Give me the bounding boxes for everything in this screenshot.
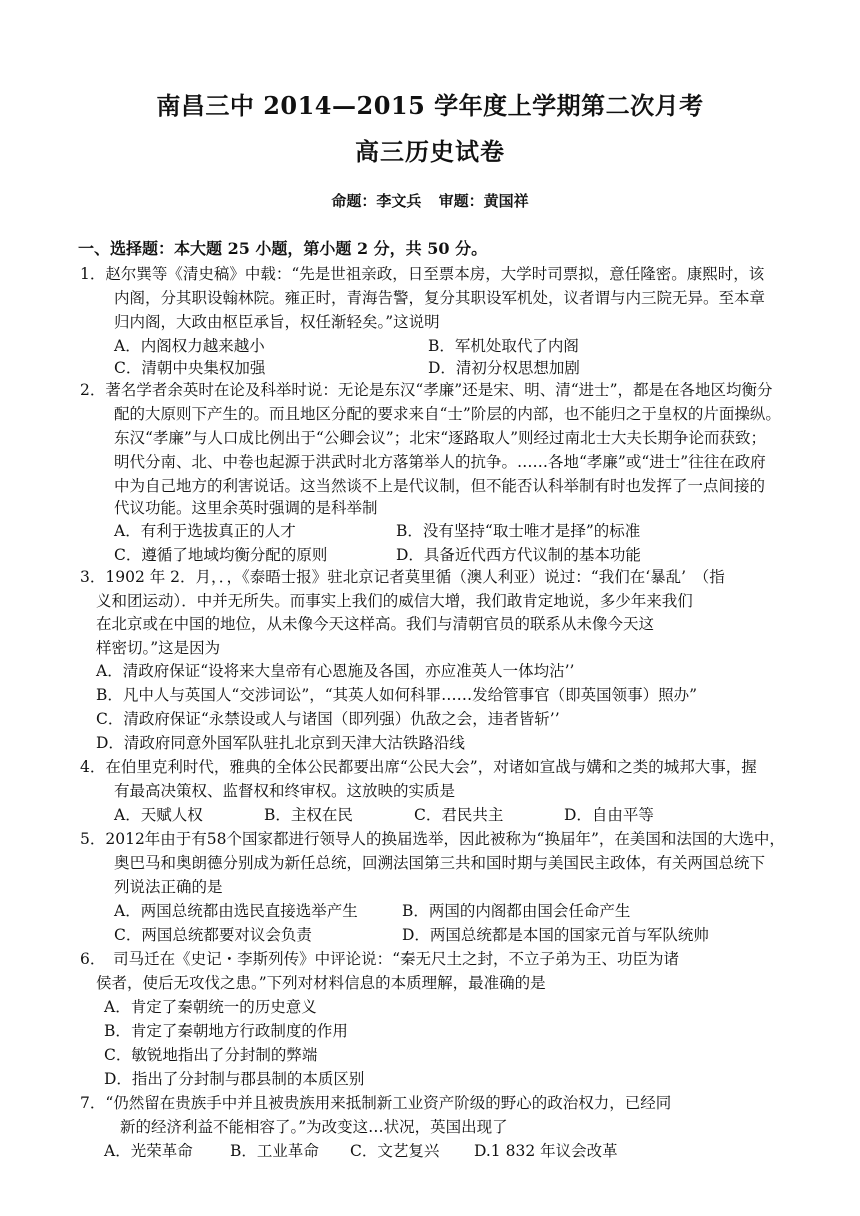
question-6-option-a: A．肯定了秦朝统一的历史意义 [104,998,317,1016]
question-4-option-b: B．主权在民 [264,806,353,824]
question-5-option-b: B．两国的内阁都由国会任命产生 [402,902,631,920]
question-7-line-1: 7．“仍然留在贵族手中并且被贵族用来抵制新工业资产阶级的野心的政治权力，已经同 [80,1094,672,1112]
question-6-line-1: 6． 司马迁在《史记・李斯列传》中评论说：“秦无尺土之封，不立子弟为王、功臣为诸 [80,950,680,968]
byline [0,190,860,211]
exam-title: 南昌三中 2014—2015 学年度上学期第二次月考 [156,91,704,120]
question-3-option-b: B．凡中人与英国人“交涉词讼”，“其英人如何科罪……发给管事官（即英国领事）照办” [96,686,698,704]
question-1-line-3: 归内阁，大政由枢臣承旨，权任渐轻矣。”这说明 [114,313,440,331]
question-1-line-2: 内阁，分其职设翰林院。雍正时，青海告警，复分其职设军机处，议者谓与内三院无异。至本章 [114,289,766,307]
question-3-line-1: 3．1902 年 2．月，．，《泰晤士报》驻北京记者莫里循（澳人利亚）说过：“我们在‘暴乱’ （指 [80,568,725,586]
question-4-option-d: D．自由平等 [564,806,654,824]
question-5-line-3: 列说法正确的是 [114,878,223,896]
question-6-option-b: B．肯定了秦朝地方行政制度的作用 [104,1022,348,1040]
question-6-option-c: C．敏锐地指出了分封制的弊端 [104,1046,318,1064]
reviewer-label: 审题：黄国祥 [438,192,529,210]
question-2-option-c: C．遵循了地域均衡分配的原则 [114,546,328,564]
question-2-option-a: A．有利于选拔真正的人才 [114,522,296,540]
question-5-option-d: D．两国总统都是本国的国家元首与军队统帅 [402,926,709,944]
question-3-option-d: D．清政府同意外国军队驻扎北京到天津大沽铁路沿线 [96,734,465,752]
question-7-option-a: A．光荣革命 [104,1142,193,1160]
question-1-option-c: C．清朝中央集权加强 [114,359,266,377]
question-2-line-1: 2．著名学者余英时在论及科举时说：无论是东汉“孝廉”还是宋、明、清“进士”，都是在各地区均衡分 [80,381,773,399]
setter-label: 命题：李文兵 [331,192,422,210]
question-7-option-c: C．文艺复兴 [350,1142,440,1160]
question-4-option-a: A．天赋人权 [114,806,203,824]
question-5-line-1: 5．2012年由于有58个国家都进行领导人的换届选举，因此被称为“换届年”，在美国和法国的大选中， [80,830,785,848]
question-2-line-2: 配的大原则下产生的。而且地区分配的要求来自“士”阶层的内部，也不能归之于皇权的片面操纵。 [114,405,781,423]
question-5-option-c: C．两国总统都要对议会负责 [114,926,312,944]
question-4-option-c: C．君民共主 [414,806,504,824]
question-3-line-2: 义和团运动）．中并无所失。而事实上我们的威信大增，我们敢肯定地说，多少年来我们 [96,592,693,610]
question-1-option-d: D．清初分权思想加剧 [428,359,580,377]
question-3-line-4: 样密切。”这是因为 [96,639,221,657]
question-7-option-b: B．工业革命 [230,1142,319,1160]
question-6-line-2: 侯者，使后无攻伐之患。”下列对材料信息的本质理解，最准确的是 [96,974,546,992]
question-3-option-a: A．清政府保证“设将来大皇帝有心恩施及各国，亦应准英人一体均沾’’ [96,662,575,680]
question-7-line-2: 新的经济利益不能相容了。”为改变这…状况，英国出现了 [120,1118,508,1136]
question-7-option-d: D.1 832 年议会改革 [474,1142,618,1160]
question-3-option-c: C．清政府保证“永禁设或人与诸国（即列强）仇敌之会，违者皆斩’’ [96,710,560,728]
question-2-option-b: B．没有坚持“取士唯才是择”的标准 [396,522,641,540]
question-1-line-1: 1．赵尔巽等《清史稿》中载：“先是世祖亲政，日至票本房，大学时司票拟，意任隆密。康熙时，该 [80,265,765,283]
question-5-line-2: 奥巴马和奥朗德分别成为新任总统，回溯法国第三共和国时期与美国民主政体，有关两国总统下 [114,854,766,872]
question-2-line-3: 东汉“孝廉”与人口成比例出于“公卿会议”；北宋“逐路取人”则经过南北士大夫长期争论而获致； [114,429,767,447]
question-4-line-1: 4．在伯里克利时代，雅典的全体公民都要出席“公民大会”，对诸如宣战与媾和之类的城邦大事，握 [80,758,757,776]
question-1-option-b: B．军机处取代了内阁 [428,337,579,355]
question-5-option-a: A．两国总统都由选民直接选举产生 [114,902,358,920]
question-4-line-2: 有最高决策权、监督权和终审权。这放映的实质是 [114,782,456,800]
question-6-option-d: D．指出了分封制与郡县制的本质区别 [104,1070,365,1088]
question-2-option-d: D．具备近代西方代议制的基本功能 [396,546,641,564]
question-1-option-a: A．内阁权力越来越小 [114,337,265,355]
question-2-line-6: 代议功能。这里余英时强调的是科举制 [114,499,378,517]
question-2-line-5: 中为自己地方的利害说话。这当然谈不上是代议制，但不能否认科举制有时也发挥了一点间接的 [114,477,766,495]
question-3-line-3: 在北京或在中国的地位，从未像今天这样高。我们与清朝官员的联系从未像今天这 [96,615,655,633]
question-2-line-4: 明代分南、北、中卷也起源于洪武时北方落第举人的抗争。……各地“孝廉”或“进士”往往在政府 [114,453,766,471]
exam-subtitle: 高三历史试卷 [355,137,505,166]
section-heading: 一、选择题：本大题 25 小题，第小题 2 分，共 50 分。 [78,239,488,258]
